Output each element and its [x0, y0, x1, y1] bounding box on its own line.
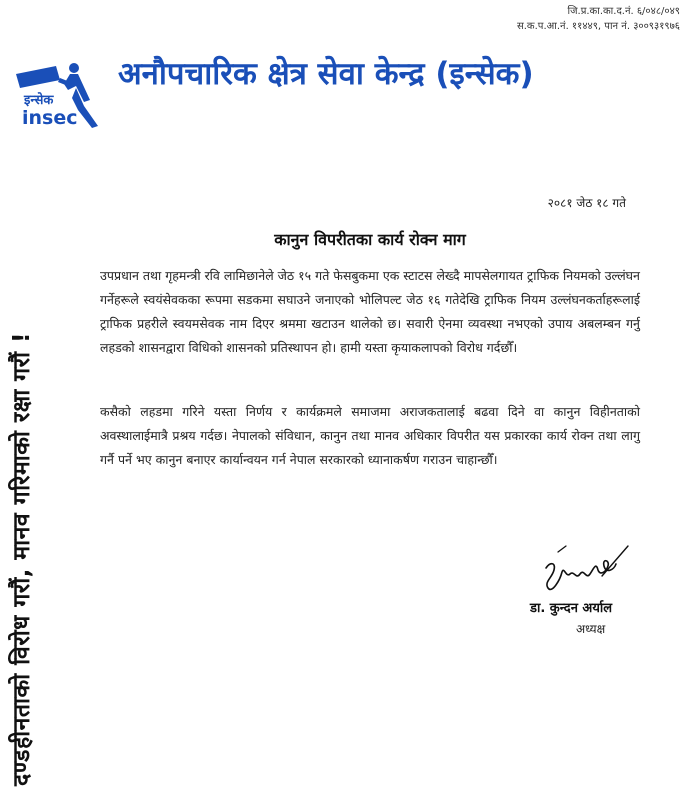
signer-title: अध्यक्ष [576, 622, 606, 636]
letter-paragraph-2: कसैको लहडमा गरिने यस्ता निर्णय र कार्यक्रमले समाजमा अराजकतालाई बढवा दिने वा कानुन विहीनताको अवस्थालाईमात्रै प्रश्रय गर्दछ। नेपालको संविधान, कानुन तथा मानव अधिकार विपरीत यस प्रकारका कार्य रोक्न तथा लागु गर्नै पर्ने भए कानुन बनाएर कार्यान्वयन गर्न नेपाल सरकारको ध्यानाकर्षण गराउन चाहान्छौँ। [100, 404, 640, 467]
logo-latin: insec [22, 107, 78, 128]
letter-subject: कानुन विपरीतका कार्य रोक्न माग [274, 230, 466, 249]
letter-paragraph-1: उपप्रधान तथा गृहमन्त्री रवि लामिछानेले जेठ १५ गते फेसबुकमा एक स्टाटस लेख्दै मापसेलगायत ट्राफिक नियमको उल्लंघन गर्नेहरूले स्वयंसेवकका रूपमा सडकमा सघाउने जनाएको भोलिपल्ट जेठ १६ गतेदेखि ट्राफिक नियम उल्लंघनकर्ताहरूलाई ट्राफिक प्रहरीले स्वयमसेवक नाम दिएर श्रममा खटाउन थालेको छ। सवारी ऐनमा व्यवस्था नभएको उपाय अबलम्बन गर्नु लहडको शासनद्वारा विधिको शासनको प्रतिस्थापन हो। हामी यस्ता कृयाकलापको विरोध गर्दछौँ। [100, 268, 640, 355]
side-slogan: दण्डहीनताको विरोध गरौं, मानव गरिमाको रक्षा गरौं ! [9, 332, 35, 786]
signer-name: डा. कुन्दन अर्याल [530, 601, 613, 616]
logo-devanagari: इन्सेक [24, 93, 54, 108]
letter-date: २०८१ जेठ १८ गते [547, 196, 626, 210]
handwritten-signature [536, 540, 632, 598]
registration-line-2: स.क.प.आ.नं. ११४४९, पान नं. ३००९३१९७६ [516, 21, 680, 32]
insec-logo [12, 60, 112, 128]
registration-line-1: जि.प्र.का.का.द.नं. ६/०४८/०४९ [567, 6, 680, 17]
org-name: अनौपचारिक क्षेत्र सेवा केन्द्र (इन्सेक) [118, 56, 534, 92]
